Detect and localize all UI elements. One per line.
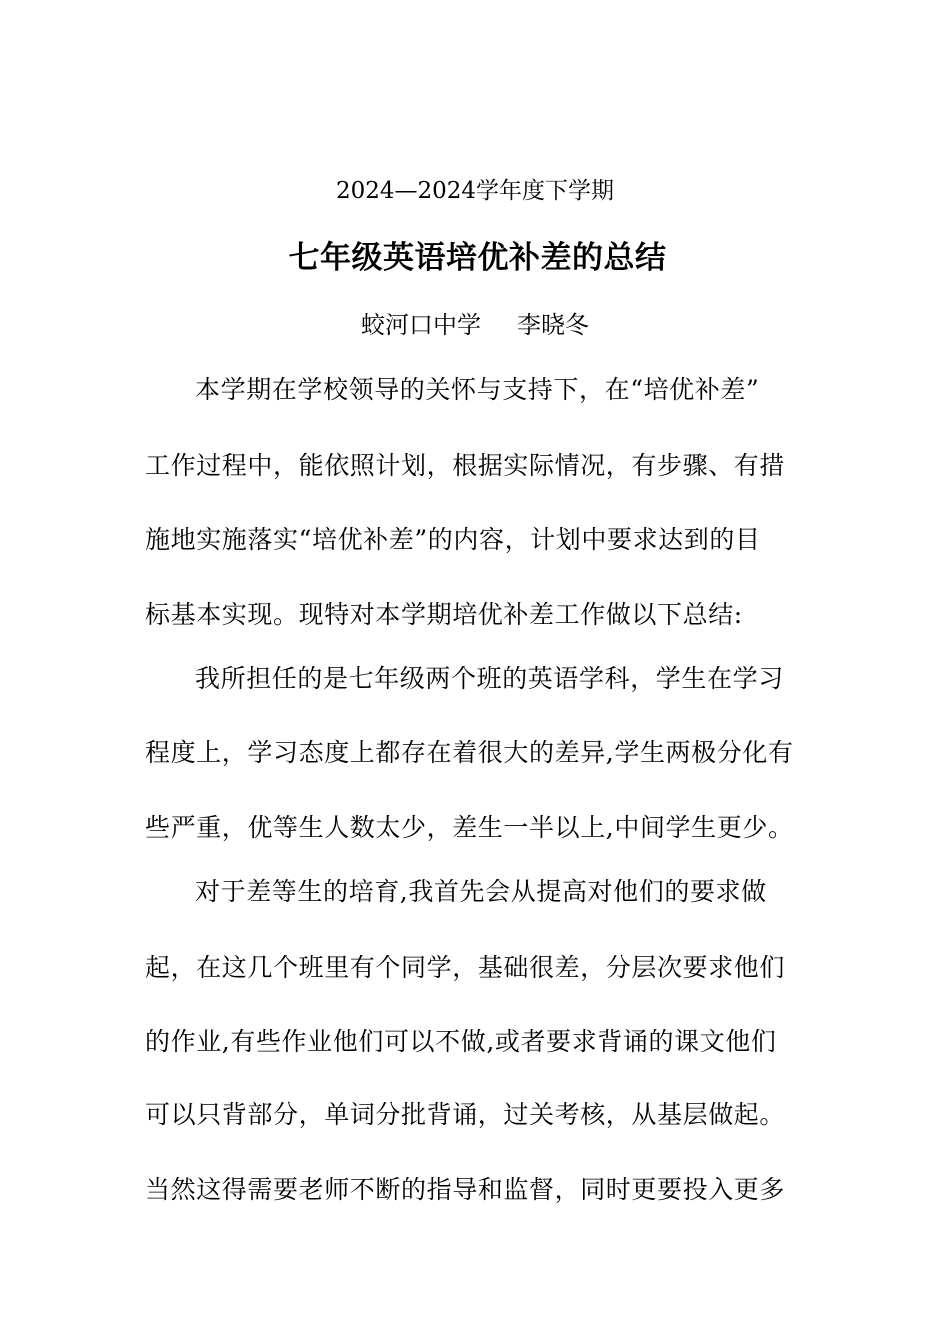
paragraph-line: 的作业,有些作业他们可以不做,或者要求背诵的课文他们 xyxy=(145,1027,777,1056)
document-subtitle: 2024—2024学年度下学期 xyxy=(335,178,615,204)
paragraph-line: 对于差等生的培育,我首先会从提高对他们的要求做 xyxy=(195,877,767,906)
paragraph-line: 工作过程中，能依照计划，根据实际情况，有步骤、有措 xyxy=(145,451,786,480)
paragraph-line: 我所担任的是七年级两个班的英语学科，学生在学习 xyxy=(195,664,784,693)
author-name: 李晓冬 xyxy=(517,311,589,339)
paragraph-line: 当然这得需要老师不断的指导和监督，同时更要投入更多 xyxy=(145,1175,786,1204)
paragraph-line: 程度上，学习态度上都存在着很大的差异,学生两极分化有 xyxy=(145,738,794,767)
document-title: 七年级英语培优补差的总结 xyxy=(288,240,667,276)
paragraph-line: 些严重，优等生人数太少，差生一半以上,中间学生更少。 xyxy=(145,813,794,842)
paragraph-line: 本学期在学校领导的关怀与支持下，在“培优补差” xyxy=(195,375,760,404)
paragraph-line: 标基本实现。现特对本学期培优补差工作做以下总结: xyxy=(145,600,743,629)
paragraph-line: 可以只背部分，单词分批背诵，过关考核，从基层做起。 xyxy=(145,1100,786,1129)
author-line xyxy=(0,308,950,342)
paragraph-line: 施地实施落实“培优补差”的内容，计划中要求达到的目 xyxy=(145,525,761,554)
paragraph-line: 起，在这几个班里有个同学，基础很差，分层次要求他们 xyxy=(145,953,786,982)
author-school: 蛟河口中学 xyxy=(361,311,481,339)
